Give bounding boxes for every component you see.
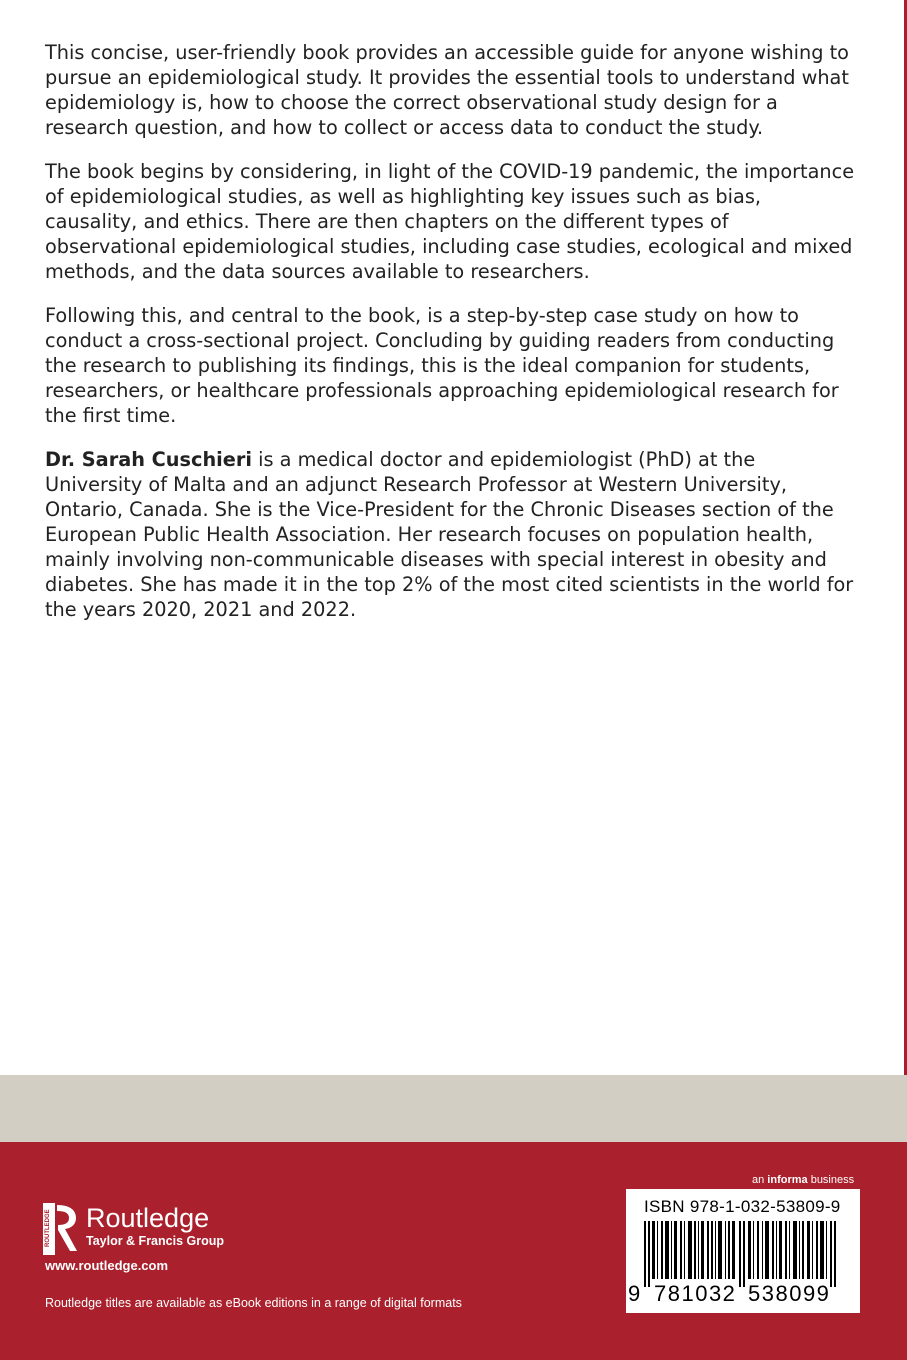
barcode-bars [638,1221,850,1287]
isbn-label: ISBN 978-1-032-53809-9 [644,1197,841,1216]
isbn-barcode [626,1189,860,1313]
blurb-paragraph-2: The book begins by considering, in light of the COVID-19 pandemic, the importance of epidemiological studies, as well as highlighting key issues such as bias, causality, and ethics. There are then chapters on the different types of observational epidemiological studies, including case studies, ecological and mixed methods, and the data sources available to researchers. [45,160,855,283]
informa-business-label: an informa business [752,1174,855,1186]
back-cover-blurb [45,40,857,641]
publisher-website[interactable]: www.routledge.com [45,1258,169,1273]
author-name: Dr. Sarah Cuschieri [45,448,252,471]
barcode-digits-left: 781032 [654,1281,737,1306]
author-bio [45,447,857,622]
barcode-digits-right: 538099 [748,1281,831,1306]
svg-text:ROUTLEDGE: ROUTLEDGE [45,1209,51,1247]
publisher-name: Routledge [86,1203,210,1233]
barcode-digit-first: 9 [628,1281,641,1306]
formats-note: Routledge titles are available as eBook editions in a range of digital formats [45,1296,462,1310]
beige-band [0,1075,907,1142]
blurb-paragraph-1: This concise, user-friendly book provides an accessible guide for anyone wishing to pursue an epidemiological study. It provides the essential tools to understand what epidemiology is, how to choose the correct observational study design for a research question, and how to collect or access data to conduct the study. [45,41,849,139]
blurb-paragraph-3: Following this, and central to the book, is a step-by-step case study on how to conduct a cross-sectional project. Concluding by guiding readers from conducting the research to publishing its findings, this is the ideal companion for students, researchers, or healthcare professionals approaching epidemiological research for the first time. [45,304,839,427]
author-bio-text: is a medical doctor and epidemiologist (PhD) at the University of Malta and an adjunct Research Professor at Western University, Ontario, Canada. She is the Vice-President for the Chronic Diseases section of the European Public Health Association. Her research focuses on population health, mainly involving non-communicable diseases with special interest in obesity and diabetes. She has made it in the top 2% of the most cited scientists in the world for the years 2020, 2021 and 2022. [45,448,854,621]
publisher-group: Taylor & Francis Group [86,1234,224,1248]
